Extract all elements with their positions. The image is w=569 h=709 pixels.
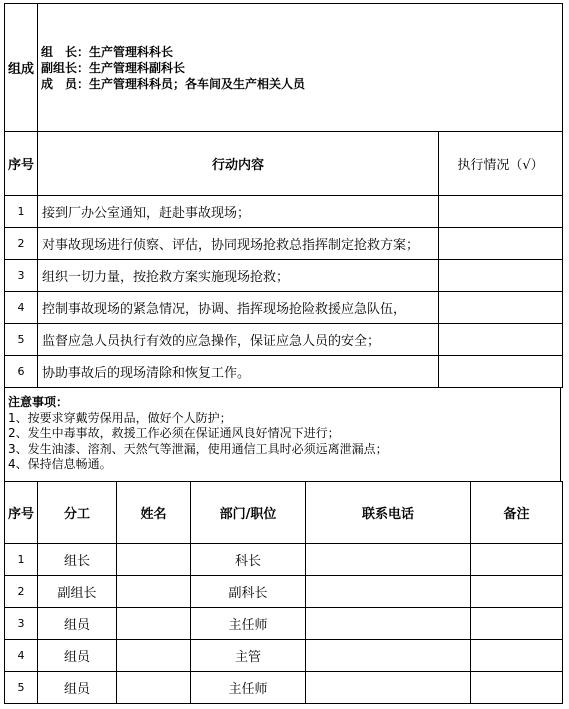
staff-note <box>471 576 563 608</box>
staff-no: 1 <box>5 544 38 576</box>
action-header-content: 行动内容 <box>38 132 439 196</box>
action-status <box>439 356 563 388</box>
note-item: 1、按要求穿戴劳保用品，做好个人防护； <box>8 410 232 425</box>
action-no: 1 <box>5 196 38 228</box>
staff-name <box>117 672 191 704</box>
staff-name <box>117 576 191 608</box>
action-row <box>5 356 563 388</box>
staff-header-note: 备注 <box>471 482 563 544</box>
staff-dept: 主任师 <box>191 672 306 704</box>
staff-header-no: 序号 <box>5 482 38 544</box>
staff-phone <box>306 608 471 640</box>
staff-role: 组长 <box>38 544 117 576</box>
group-deputy-line: 副组长：生产管理科副科长 <box>41 60 186 75</box>
action-no: 4 <box>5 292 38 324</box>
action-header-status: 执行情况（√） <box>439 132 563 196</box>
action-status <box>439 260 563 292</box>
staff-name <box>117 640 191 672</box>
note-item: 2、发生中毒事故，救援工作必须在保证通风良好情况下进行； <box>8 426 340 440</box>
staff-row <box>5 576 563 608</box>
action-row <box>5 228 563 260</box>
staff-no: 5 <box>5 672 38 704</box>
note-item: 3、发生油漆、溶剂、天然气等泄漏，使用通信工具时必须远离泄漏点； <box>8 441 388 456</box>
staff-no: 4 <box>5 640 38 672</box>
staff-note <box>471 608 563 640</box>
action-status <box>439 324 563 356</box>
staff-dept: 科长 <box>191 544 306 576</box>
action-content: 接到厂办公室通知，赶赴事故现场； <box>38 196 439 228</box>
action-status <box>439 292 563 324</box>
staff-role: 组员 <box>38 640 117 672</box>
staff-role: 副组长 <box>38 576 117 608</box>
group-leader-line: 组 长：生产管理科科长 <box>41 44 174 59</box>
action-header-no: 序号 <box>5 132 38 196</box>
staff-no: 3 <box>5 608 38 640</box>
staff-note <box>471 544 563 576</box>
staff-row <box>5 608 563 640</box>
action-no: 5 <box>5 324 38 356</box>
staff-header-role: 分工 <box>38 482 117 544</box>
action-content: 监督应急人员执行有效的应急操作，保证应急人员的安全； <box>38 324 439 356</box>
staff-name <box>117 544 191 576</box>
group-members <box>38 4 563 132</box>
notes-title: 注意事项： <box>8 395 69 409</box>
staff-dept: 副科长 <box>191 576 306 608</box>
staff-row <box>5 640 563 672</box>
action-no: 2 <box>5 228 38 260</box>
staff-dept: 主任师 <box>191 608 306 640</box>
action-no: 3 <box>5 260 38 292</box>
action-content: 协助事故后的现场清除和恢复工作。 <box>38 356 439 388</box>
action-row <box>5 196 563 228</box>
staff-phone <box>306 640 471 672</box>
staff-phone <box>306 576 471 608</box>
staff-header-phone: 联系电话 <box>306 482 471 544</box>
action-table <box>4 131 563 388</box>
action-content: 组织一切力量，按抢救方案实施现场抢救； <box>38 260 439 292</box>
staff-no: 2 <box>5 576 38 608</box>
action-content: 控制事故现场的紧急情况，协调、指挥现场抢险救援应急队伍， <box>38 292 439 324</box>
staff-dept: 主管 <box>191 640 306 672</box>
group-table <box>4 3 563 132</box>
action-content: 对事故现场进行侦察、评估，协同现场抢救总指挥制定抢救方案； <box>38 228 439 260</box>
action-no: 6 <box>5 356 38 388</box>
staff-header-dept: 部门/职位 <box>191 482 306 544</box>
staff-role: 组员 <box>38 672 117 704</box>
action-status <box>439 196 563 228</box>
group-label: 组成 <box>5 4 38 132</box>
staff-header-name: 姓名 <box>117 482 191 544</box>
staff-phone <box>306 672 471 704</box>
staff-role: 组员 <box>38 608 117 640</box>
staff-table <box>4 481 563 704</box>
staff-note <box>471 672 563 704</box>
note-item: 4、保持信息畅通。 <box>8 457 112 471</box>
staff-row <box>5 672 563 704</box>
notes-section <box>4 387 561 481</box>
staff-note <box>471 640 563 672</box>
action-row <box>5 324 563 356</box>
staff-name <box>117 608 191 640</box>
staff-phone <box>306 544 471 576</box>
action-row <box>5 260 563 292</box>
action-status <box>439 228 563 260</box>
staff-row <box>5 544 563 576</box>
group-member-line: 成 员：生产管理科科员；各车间及生产相关人员 <box>41 76 306 91</box>
emergency-plan-sheet <box>4 3 563 706</box>
action-row <box>5 292 563 324</box>
